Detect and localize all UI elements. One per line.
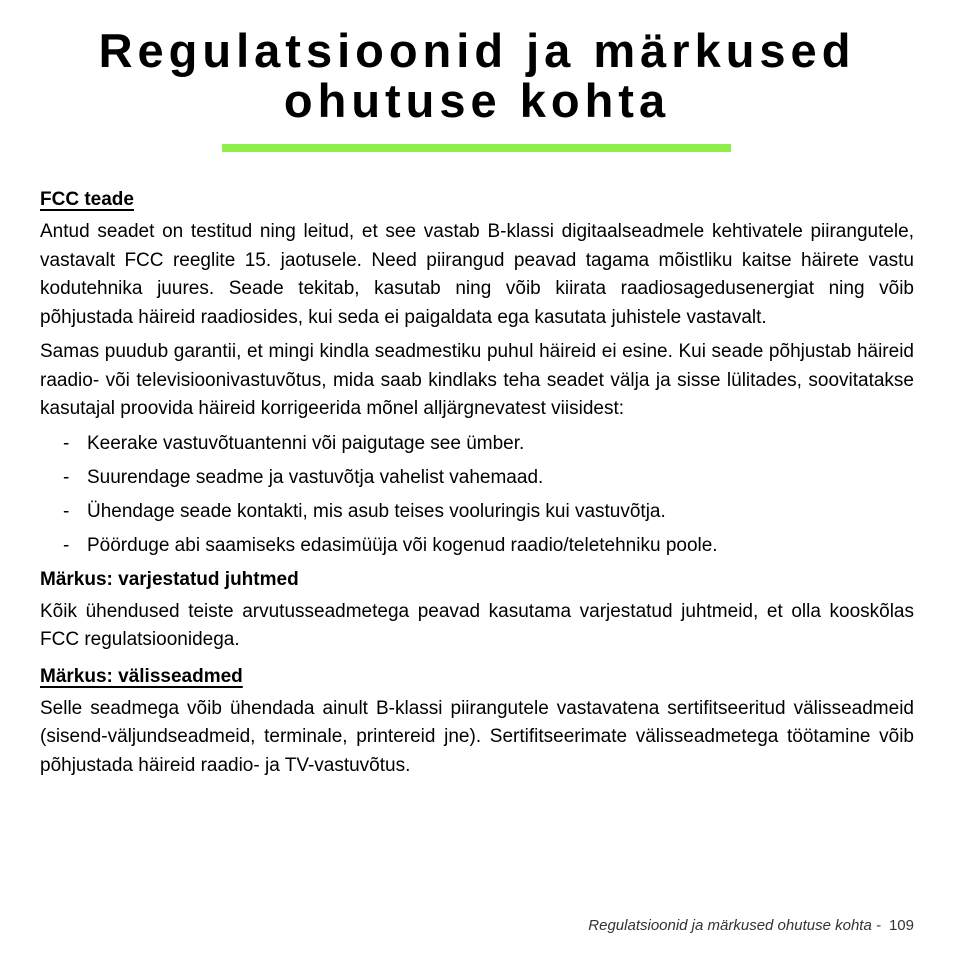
fcc-remedy-list [40, 430, 914, 560]
footer-running-title: Regulatsioonid ja märkused ohutuse kohta - [588, 917, 881, 934]
list-dash-marker: - [63, 534, 70, 556]
page-title-line-1: Regulatsioonid ja märkused [98, 24, 856, 77]
list-item [40, 532, 914, 560]
list-item-text: Ühendage seade kontakti, mis asub teises vooluringis kui vastuvõtja. [87, 500, 666, 522]
shielded-cables-paragraph: Kõik ühendused teiste arvutusseadmetega peavad kasutama varjestatud juhtmeid, et olla kooskõlas FCC regulatsioonidega. [40, 600, 914, 650]
page-title-line-2: ohutuse kohta [283, 74, 671, 127]
fcc-paragraph-2: Samas puudub garantii, et mingi kindla seadmestiku puhul häireid ei esine. Kui seade põhjustab häireid raadio- või televisioonivastuvõtus, mida saab kindlaks teha seadet välja ja sisse lülitades, soovitatakse kasutajal proovida häireid korrigeerida mõnel alljärgnevatest viisidest: [40, 341, 914, 419]
list-item [40, 464, 914, 492]
fcc-paragraph-1: Antud seadet on testitud ning leitud, et see vastab B-klassi digitaalseadmele kehtivatele piirangutele, vastavalt FCC reeglite 15. jaotusele. Need piirangud peavad tagama mõistliku kaitse häirete vastu kodutehnika juures. Seade tekitab, kasutab ning võib kiirata raadiosagedusenergiat ning võib põhjustada häireid raadiosides, kui seda ei paigaldata ega kasutata juhistele vastavalt. [40, 221, 914, 328]
list-item-text: Suurendage seadme ja vastuvõtja vahelist vahemaad. [87, 466, 544, 488]
peripherals-heading: Märkus: välisseadmed [40, 665, 243, 687]
title-accent-rule [222, 144, 731, 152]
page-title [0, 26, 954, 126]
page-number: 109 [888, 917, 914, 934]
list-dash-marker: - [63, 432, 70, 454]
list-item [40, 498, 914, 526]
list-item-text: Keerake vastuvõtuantenni või paigutage see ümber. [87, 432, 525, 454]
list-dash-marker: - [63, 500, 70, 522]
shielded-cables-heading: Märkus: varjestatud juhtmed [40, 568, 299, 590]
list-item-text: Pöörduge abi saamiseks edasimüüja või kogenud raadio/teletehniku poole. [87, 534, 718, 556]
document-body [40, 186, 914, 780]
page-footer [588, 917, 914, 934]
fcc-section-heading: FCC teade [40, 189, 134, 210]
list-dash-marker: - [63, 466, 70, 488]
list-item [40, 430, 914, 458]
peripherals-paragraph: Selle seadmega võib ühendada ainult B-klassi piirangutele vastavatena sertifitseeritud välisseadmeid (sisend-väljundseadmeid, terminale, printereid jne). Sertifitseerimate välisseadmetega töötamine võib põhjustada häireid raadio- ja TV-vastuvõtus. [40, 697, 914, 776]
